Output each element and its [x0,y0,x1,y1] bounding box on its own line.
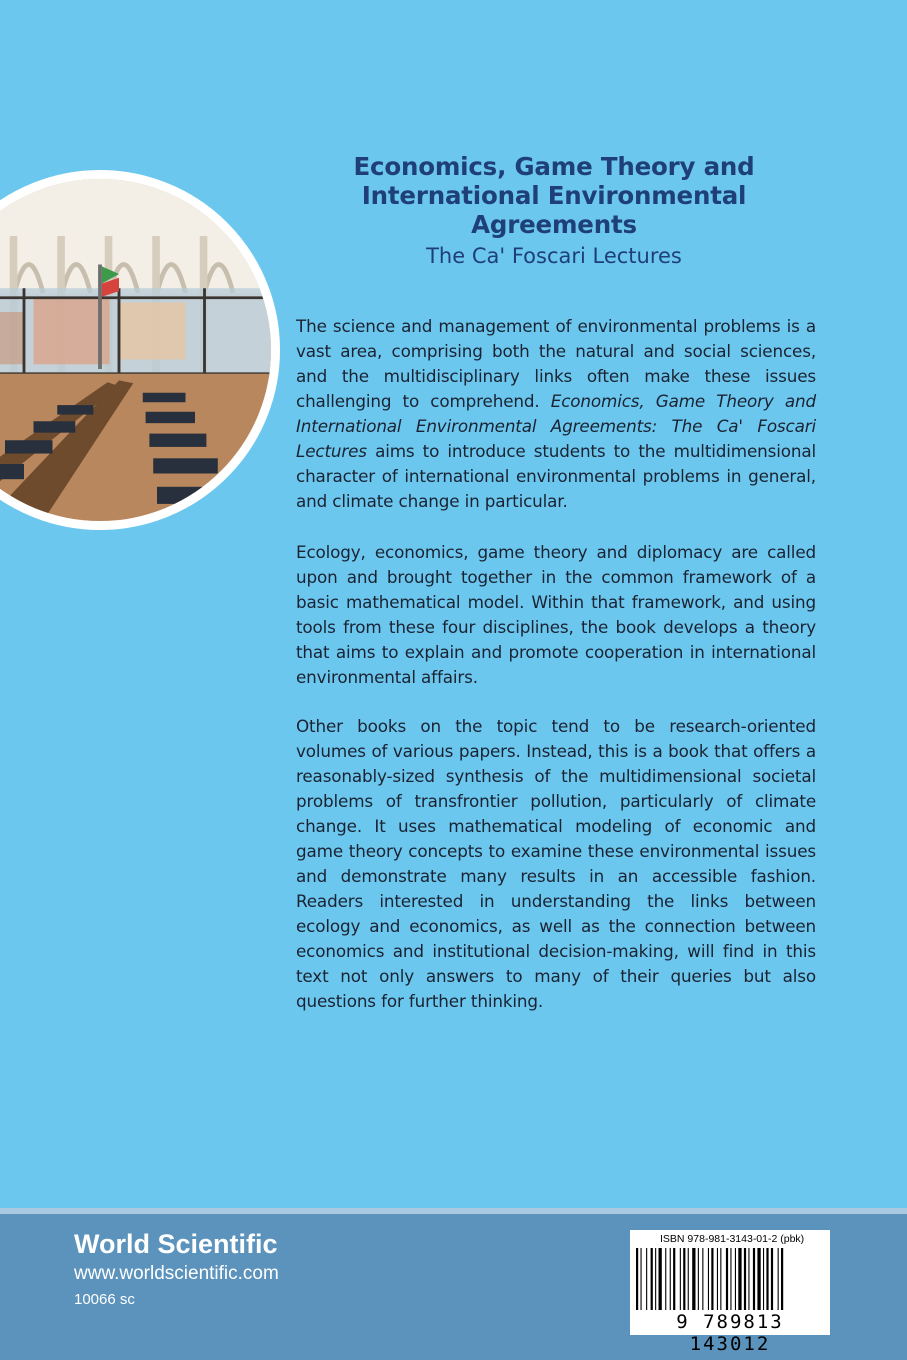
title-block [296,152,812,271]
barcode-bar [735,1248,736,1310]
description-paragraph-3: Other books on the topic tend to be research-oriented volumes of various papers. Instead, this is a book that offers a reasonably-sized synthesis of the multidimensional societal problems of transfrontier pollution, particularly of climate change. It uses mathematical modeling of economic and game theory concepts to examine these environmental issues and demonstrate many results in an accessible fashion. Readers interested in understanding the links between ecology and economics, as well as the connection between economics and institutional decision-making, will find in this text not only answers to many of their queries but also questions for further thinking. [296,716,816,1011]
barcode-bar [778,1248,779,1310]
description-paragraph-2: Ecology, economics, game theory and diplomacy are called upon and brought together in the common framework of a basic mathematical model. Within that framework, and using tools from these four disciplines, the book develops a theory that aims to explain and promote cooperation in international environmental affairs. [296,542,816,687]
barcode-bar [717,1248,718,1310]
barcode-bar [651,1248,653,1310]
barcode-bar [744,1248,746,1310]
barcode-bar [673,1248,675,1310]
publisher-website: www.worldscientific.com [74,1263,279,1284]
barcode-bar [720,1248,721,1310]
barcode-bar [646,1248,647,1310]
barcode-bar [655,1248,656,1310]
barcode-bar [771,1248,773,1310]
barcode-bar [688,1248,689,1310]
barcode-bar [665,1248,666,1310]
barcode-bar [763,1248,764,1310]
isbn-label: ISBN 978-981-3143-01-2 (pbk) [660,1233,805,1245]
footer-divider [0,1208,907,1214]
barcode-bar [748,1248,749,1310]
barcode-bar [757,1248,760,1310]
p1-lead: The science and management of environmental problems is a vast area, comprising both the natural and social sciences, and the multidisciplinary links often make these issues challenging to comprehend. [296,316,816,411]
barcode-bars [634,1248,826,1310]
book-subtitle: The Ca' Foscari Lectures [426,244,682,268]
catalog-code: 10066 sc [74,1291,135,1308]
barcode-box [630,1230,830,1355]
barcode-bar [781,1248,783,1310]
barcode-bar [692,1248,695,1310]
hall-illustration [0,179,271,521]
barcode-bar [698,1248,699,1310]
book-title: Economics, Game Theory and International Environmental Agreements [353,152,755,239]
description-paragraph-1 [296,314,816,514]
barcode-bar [702,1248,703,1310]
barcode-bar [730,1248,731,1310]
barcode-bar [670,1248,671,1310]
barcode-bar [738,1248,741,1310]
barcode-bar [680,1248,681,1310]
barcode-bar [726,1248,728,1310]
barcode-bar [636,1248,638,1310]
barcode-digits: 9 789813 143012 [676,1311,784,1355]
p1-italic-title: Economics, Game Theory and International Environmental Agreements: The Ca' Foscari Lectures [296,391,816,461]
barcode-bar [711,1248,713,1310]
barcode-bar [708,1248,709,1310]
barcode-bar [659,1248,662,1310]
barcode-bar [683,1248,685,1310]
barcode-bar [641,1248,642,1310]
barcode-bar [766,1248,768,1310]
publisher-name: World Scientific [74,1229,278,1259]
p1-tail: aims to introduce students to the multidimensional character of international environmental problems in general, and climate change in particular. [296,441,816,511]
barcode-bar [753,1248,755,1310]
